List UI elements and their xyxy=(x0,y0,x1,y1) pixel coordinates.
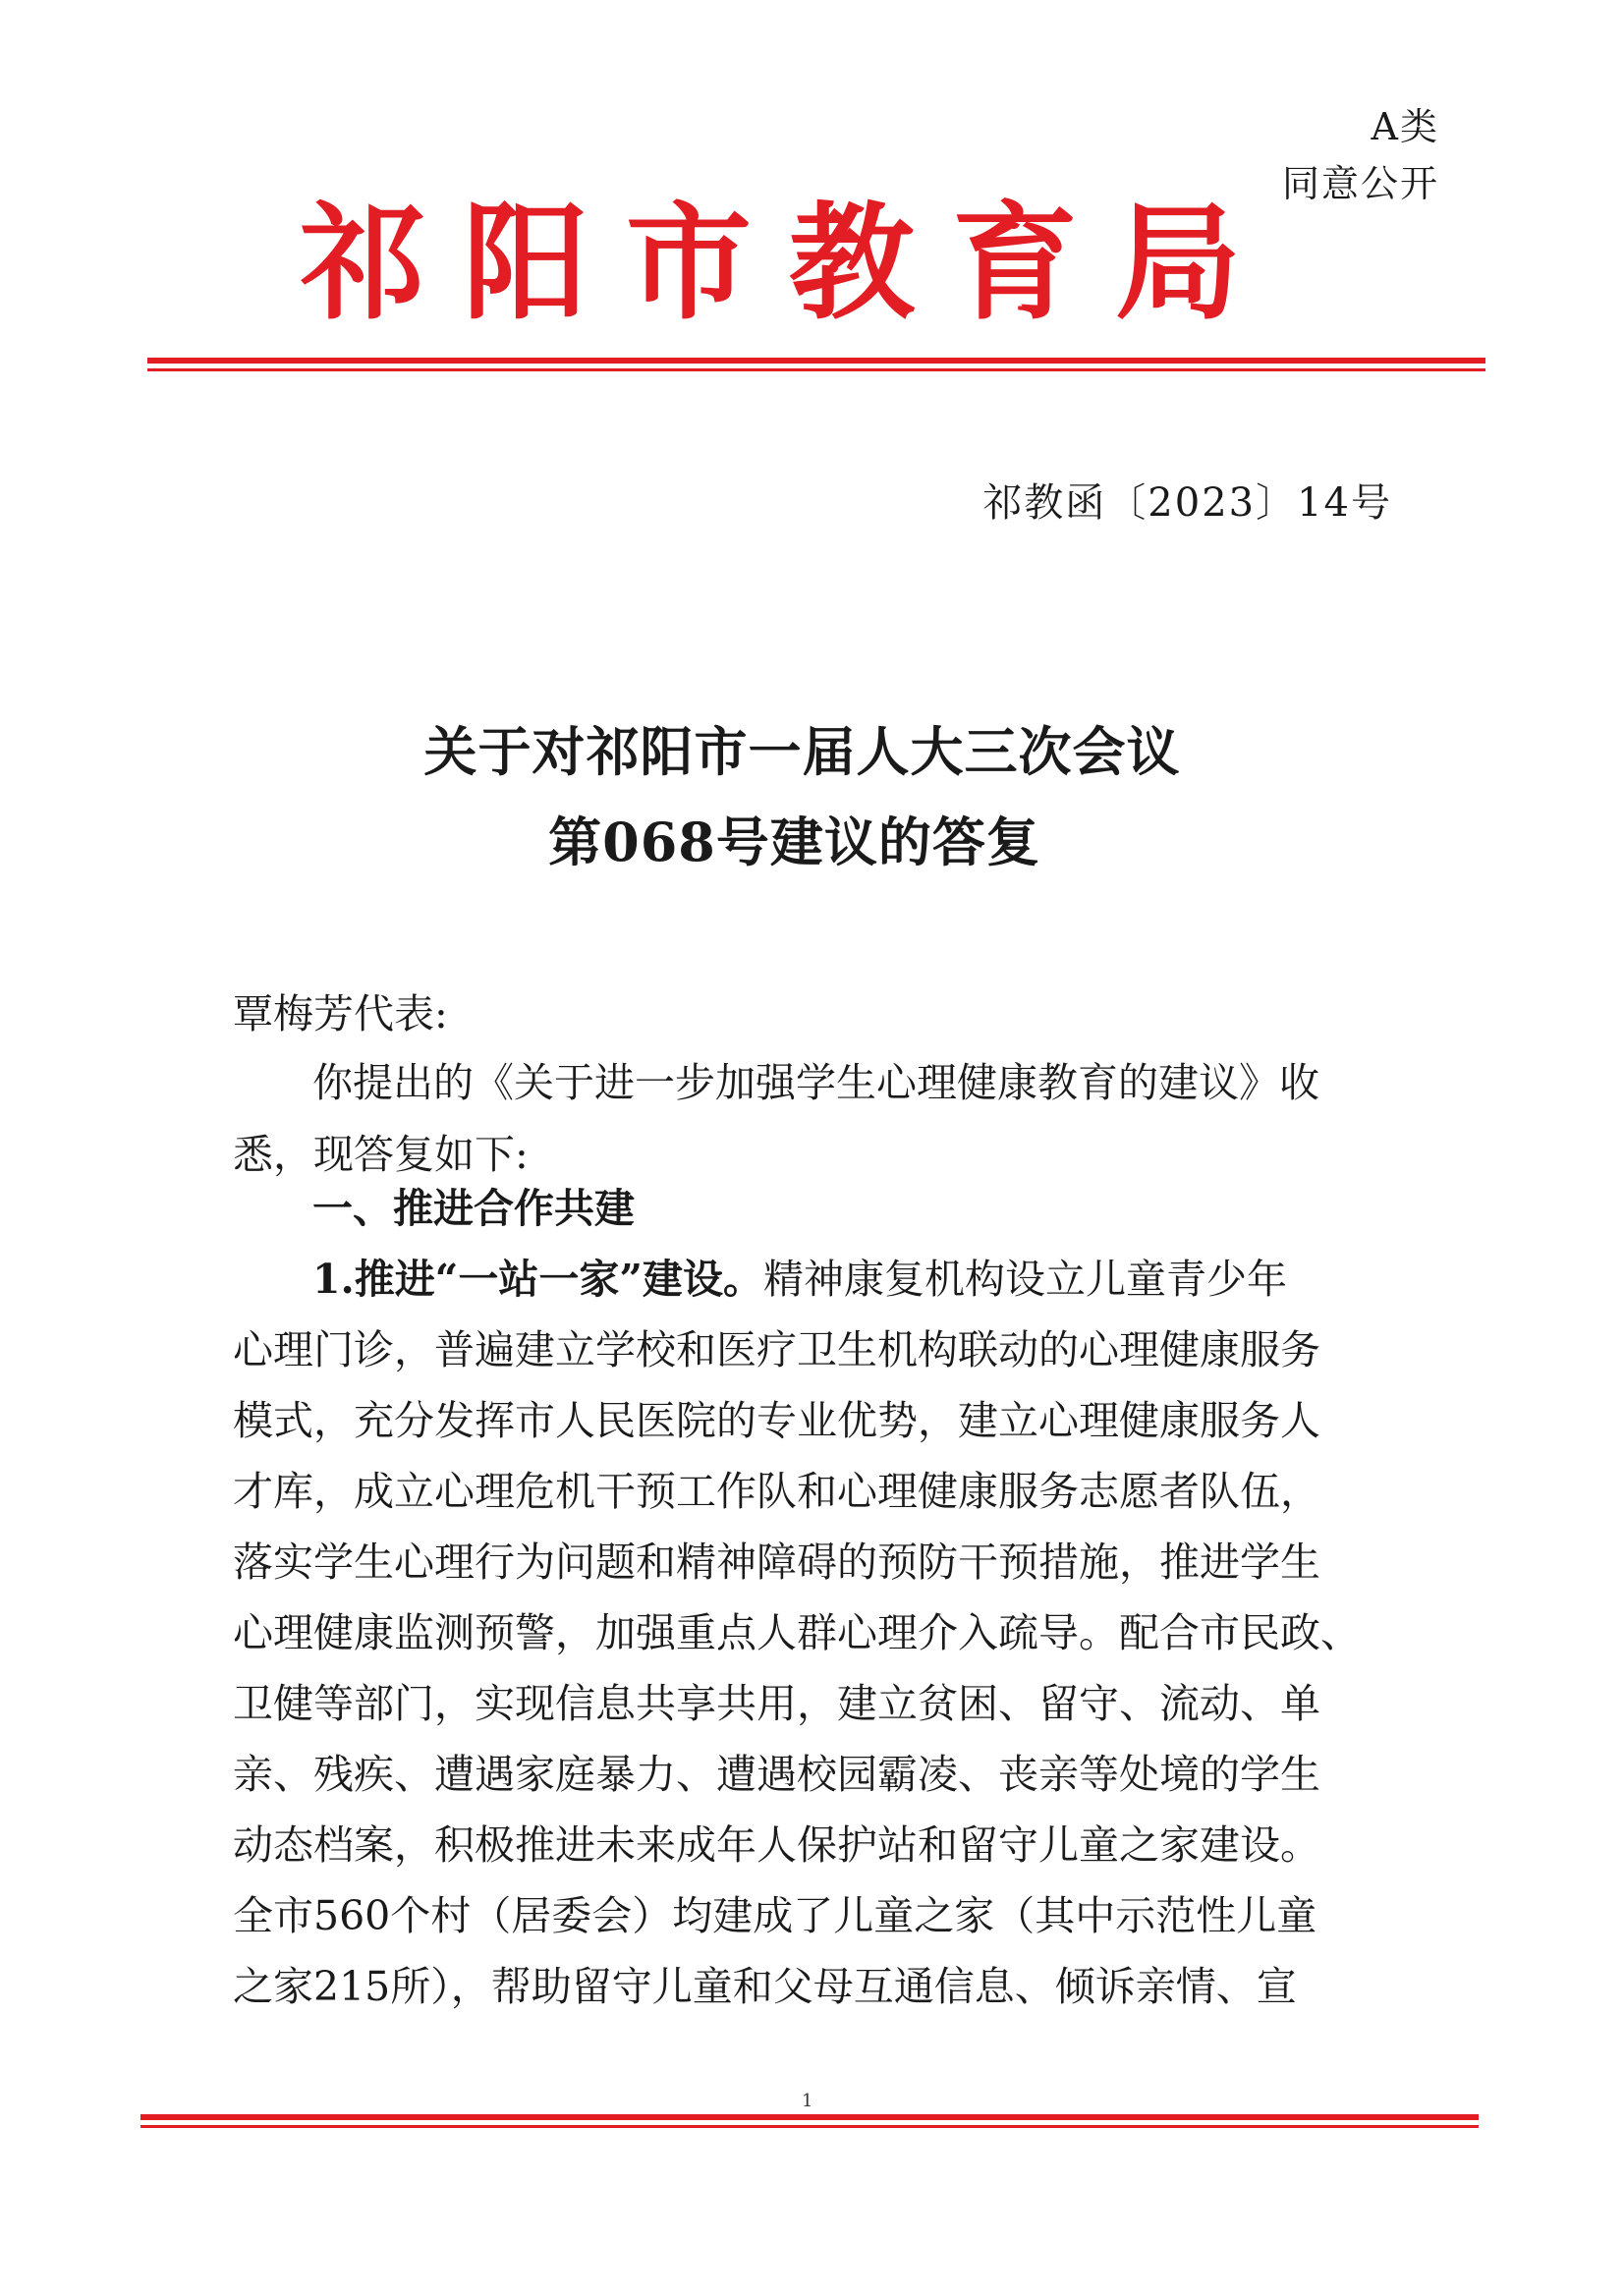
intro-line-2: 悉，现答复如下: xyxy=(233,1131,529,1178)
title-line-1: 关于对祁阳市一届人大三次会议 xyxy=(423,720,1181,783)
body-line: 模式，充分发挥市人民医院的专业优势，建立心理健康服务人 xyxy=(233,1397,1320,1444)
body-line: 落实学生心理行为问题和精神障碍的预防干预措施，推进学生 xyxy=(233,1539,1320,1586)
bottom-red-rule-thin xyxy=(140,2125,1479,2128)
body-line: 卫健等部门，实现信息共享共用，建立贫困、留守、流动、单 xyxy=(233,1680,1320,1727)
body-line: 心理健康监测预警，加强重点人群心理介入疏导。配合市民政、 xyxy=(233,1609,1361,1656)
body-line: 全市560个村（居委会）均建成了儿童之家（其中示范性儿童 xyxy=(233,1892,1317,1939)
intro-line-1: 你提出的《关于进一步加强学生心理健康教育的建议》收 xyxy=(312,1059,1319,1106)
masthead-title: 祁阳市教育局 xyxy=(300,191,1279,337)
title-line-2: 第068号建议的答复 xyxy=(548,811,1040,873)
document-number: 祁教函〔2023〕14号 xyxy=(982,480,1392,526)
classification-category: A类 xyxy=(1371,105,1439,148)
body-line: 才库，成立心理危机干预工作队和心理健康服务志愿者队伍， xyxy=(233,1468,1320,1515)
item-1-heading: 1.推进“一站一家”建设。 xyxy=(312,1256,763,1303)
salutation: 覃梅芳代表: xyxy=(233,990,448,1037)
bottom-red-rule-thick xyxy=(140,2114,1479,2120)
section-heading-1: 一、推进合作共建 xyxy=(312,1185,635,1232)
top-red-rule-thin xyxy=(147,368,1485,371)
body-line: 亲、残疾、遭遇家庭暴力、遭遇校园霸凌、丧亲等处境的学生 xyxy=(233,1751,1320,1798)
body-line: 心理门诊，普遍建立学校和医疗卫生机构联动的心理健康服务 xyxy=(233,1326,1320,1373)
top-red-rule-thick xyxy=(147,358,1485,364)
body-line: 之家215所），帮助留守儿童和父母互通信息、倾诉亲情、宣 xyxy=(233,1963,1297,2010)
item-1-first-line xyxy=(312,1256,1472,1303)
page-number: 1 xyxy=(802,2091,813,2111)
publicity-status: 同意公开 xyxy=(1281,162,1439,205)
item-1-text: 精神康复机构设立儿童青少年 xyxy=(762,1256,1287,1303)
body-line: 动态档案，积极推进未来成年人保护站和留守儿童之家建设。 xyxy=(233,1821,1320,1869)
